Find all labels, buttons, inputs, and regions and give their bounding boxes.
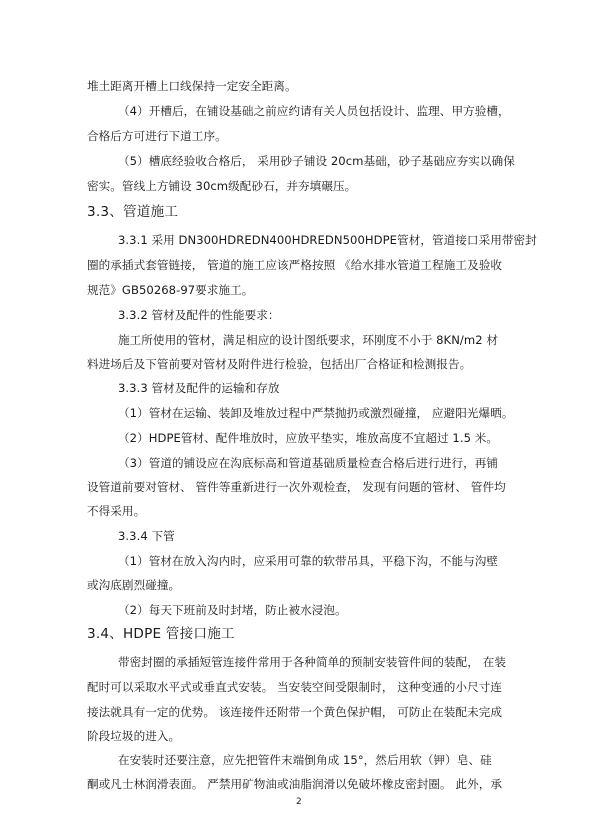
text-line: 酮或凡士林润滑表面。 严禁用矿物油或油脂润滑以免破坏橡皮密封圈。 此外，承 (87, 777, 503, 791)
text-line: 或沟底剧烈碰撞。 (87, 578, 181, 592)
text-line: 配时可以采取水平式或垂直式安装。 当安装空间受限制时， 这种变通的小尺寸连 (87, 680, 503, 694)
text-line: 接法就具有一定的优势。 该连接件还附带一个黄色保护帽， 可防止在装配未完成 (87, 705, 503, 719)
text-line: （4）开槽后，在铺设基础之前应约请有关人员包括设计、监理、甲方验槽， (118, 104, 510, 118)
page-number: 2 (296, 797, 302, 807)
text-line: （2）每天下班前及时封堵，防止被水浸泡。 (118, 603, 347, 617)
text-line: 不得采用。 (87, 504, 146, 518)
subsection-heading: 3.3.4 下管 (118, 529, 175, 543)
text-line: 规范》GB50268-97要求施工。 (87, 283, 254, 297)
text-line: 3.3.1 采用 DN300HDREDN400HDREDN500HDPE管材，管道接口采用带密封 (118, 233, 537, 247)
section-heading: 3.3、管道施工 (87, 204, 179, 220)
text-line: 料进场后及下管前要对管材及附件进行检验，包括出厂合格证和检测报告。 (87, 357, 472, 371)
text-line: （1）管材在运输、装卸及堆放过程中严禁抛扔或激烈碰撞， 应避阳光爆晒。 (118, 406, 514, 420)
section-heading: 3.4、HDPE 管接口施工 (87, 626, 235, 642)
text-line: 堆土距离开槽上口线保持一定安全距离。 (87, 79, 297, 93)
text-line: 设管道前要对管材、 管件等重新进行一次外观检查， 发现有问题的管材、 管件均 (87, 480, 506, 494)
text-line: 密实。管线上方铺设 30cm级配砂石，并夯填碾压。 (87, 179, 357, 193)
subsection-heading: 3.3.3 管材及配件的运输和存放 (118, 381, 280, 395)
text-line: 阶段垃圾的进入。 (87, 729, 181, 743)
subsection-heading: 3.3.2 管材及配件的性能要求： (118, 308, 280, 322)
text-line: 在安装时还要注意，应先把管件末端倒角成 15°，然后用软（钾）皂、硅 (118, 753, 492, 767)
text-line: 合格后方可进行下道工序。 (87, 129, 227, 143)
text-line: 带密封圈的承插短管连接件常用于各种简单的预制安装管件间的装配， 在装 (118, 655, 506, 669)
text-line: （1）管材在放入沟内时，应采用可靠的软带吊具，平稳下沟，不能与沟壁 (118, 554, 499, 568)
text-line: （2）HDPE管材、配件堆放时，应放平垫实，堆放高度不宜超过 1.5 米。 (118, 431, 499, 445)
text-line: （3）管道的铺设应在沟底标高和管道基础质量检查合格后进行进行，再铺 (118, 456, 499, 470)
text-line: 圈的承插式套管链接， 管道的施工应该严格按照 《给水排水管道工程施工及验收 (87, 258, 503, 272)
text-line: （5）槽底经验收合格后， 采用砂子铺设 20cm基础，砂子基础应夯实以确保 (118, 154, 515, 168)
text-line: 施工所使用的管材，满足相应的设计图纸要求，环刚度不小于 8KN/m2 材 (118, 333, 499, 347)
